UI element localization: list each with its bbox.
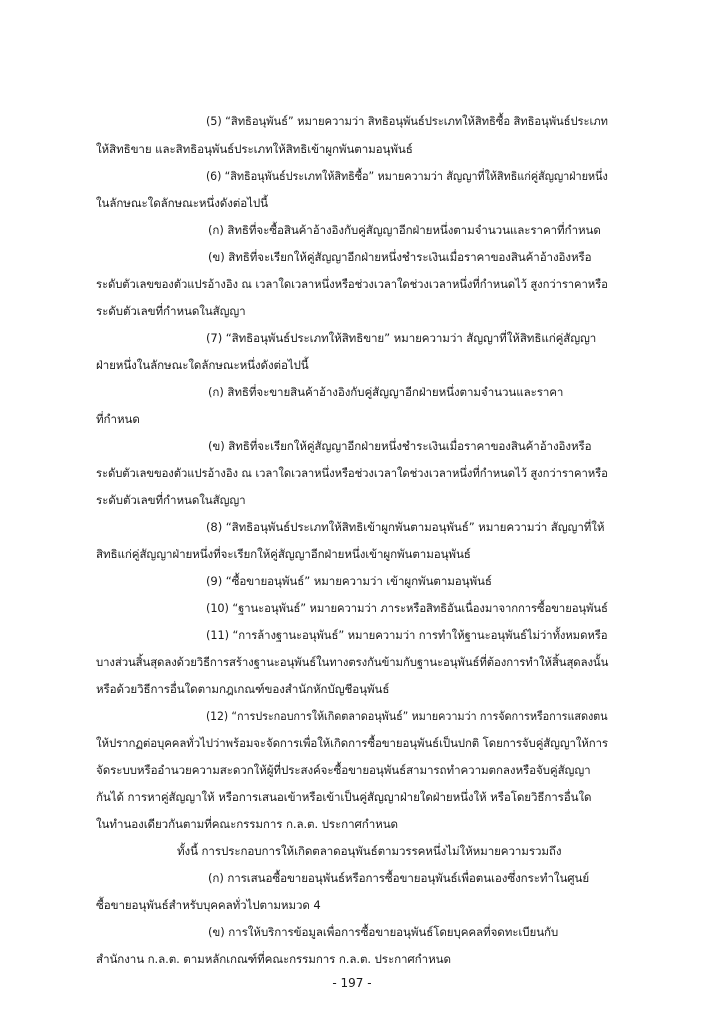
text-line: ที่กำหนด [96,412,140,426]
text-line: (7) “สิทธิอนุพันธ์ประเภทให้สิทธิขาย” หมายความว่า สัญญาที่ให้สิทธิแก่คู่สัญญา [206,331,597,345]
text-line: (10) “ฐานะอนุพันธ์” หมายความว่า ภาระหรือสิทธิอันเนื่องมาจากการซื้อขายอนุพันธ์ [206,601,608,615]
text-line: (ก) การเสนอซื้อขายอนุพันธ์หรือการซื้อขายอนุพันธ์เพื่อตนเองซึ่งกระทำในศูนย์ [208,871,590,885]
text-line: (ก) สิทธิที่จะซื้อสินค้าอ้างอิงกับคู่สัญญาอีกฝ่ายหนึ่งตามจำนวนและราคาที่กำหนด [208,223,601,237]
text-line: (12) “การประกอบการให้เกิดตลาดอนุพันธ์” หมายความว่า การจัดการหรือการแสดงตน [206,709,608,723]
text-line: (5) “สิทธิอนุพันธ์” หมายความว่า สิทธิอนุพันธ์ประเภทให้สิทธิซื้อ สิทธิอนุพันธ์ประเภท [206,114,608,128]
text-line: ให้ปรากฏต่อบุคคลทั่วไปว่าพร้อมจะจัดการเพื่อให้เกิดการซื้อขายอนุพันธ์เป็นปกติ โดยการจับคู่สัญญาให้การ [96,736,608,750]
text-line: ระดับตัวเลขของตัวแปรอ้างอิง ณ เวลาใดเวลาหนึ่งหรือช่วงเวลาใดช่วงเวลาหนึ่งที่กำหนดไว้ สูงกว่าราคาหรือ [96,466,608,480]
text-line: ทั้งนี้ การประกอบการให้เกิดตลาดอนุพันธ์ตามวรรคหนึ่งไม่ให้หมายความรวมถึง [177,844,562,858]
text-line: ฝ่ายหนึ่งในลักษณะใดลักษณะหนึ่งดังต่อไปนี้ [96,358,309,372]
text-line: (ข) การให้บริการข้อมูลเพื่อการซื้อขายอนุพันธ์โดยบุคคลที่จดทะเบียนกับ [208,925,559,939]
page-number: - 197 - [332,976,372,990]
text-line: (ก) สิทธิที่จะขายสินค้าอ้างอิงกับคู่สัญญาอีกฝ่ายหนึ่งตามจำนวนและราคา [208,385,564,399]
text-line: ระดับตัวเลขของตัวแปรอ้างอิง ณ เวลาใดเวลาหนึ่งหรือช่วงเวลาใดช่วงเวลาหนึ่งที่กำหนดไว้ สูงกว่าราคาหรือ [96,277,608,291]
text-line: หรือด้วยวิธีการอื่นใดตามกฎเกณฑ์ของสำนักหักบัญชีอนุพันธ์ [96,682,390,696]
text-line: ระดับตัวเลขที่กำหนดในสัญญา [96,304,246,318]
text-line: (ข) สิทธิที่จะเรียกให้คู่สัญญาอีกฝ่ายหนึ่งชำระเงินเมื่อราคาของสินค้าอ้างอิงหรือ [208,250,592,264]
text-line: ระดับตัวเลขที่กำหนดในสัญญา [96,493,246,507]
text-line: ในทำนองเดียวกันตามที่คณะกรรมการ ก.ล.ต. ประกาศกำหนด [96,817,398,831]
text-line: (ข) สิทธิที่จะเรียกให้คู่สัญญาอีกฝ่ายหนึ่งชำระเงินเมื่อราคาของสินค้าอ้างอิงหรือ [208,439,592,453]
text-line: ในลักษณะใดลักษณะหนึ่งดังต่อไปนี้ [96,196,268,210]
text-line: (8) “สิทธิอนุพันธ์ประเภทให้สิทธิเข้าผูกพันตามอนุพันธ์” หมายความว่า สัญญาที่ให้ [206,520,605,534]
text-line: ซื้อขายอนุพันธ์สำหรับบุคคลทั่วไปตามหมวด 4 [96,898,321,912]
text-line: (11) “การล้างฐานะอนุพันธ์” หมายความว่า การทำให้ฐานะอนุพันธ์ไม่ว่าทั้งหมดหรือ [206,628,608,642]
text-line: (9) “ซื้อขายอนุพันธ์” หมายความว่า เข้าผูกพันตามอนุพันธ์ [206,574,492,588]
text-line: (6) “สิทธิอนุพันธ์ประเภทให้สิทธิซื้อ” หมายความว่า สัญญาที่ให้สิทธิแก่คู่สัญญาฝ่ายหนึ่ง [206,169,608,183]
text-line: บางส่วนสิ้นสุดลงด้วยวิธีการสร้างฐานะอนุพันธ์ในทางตรงกันข้ามกับฐานะอนุพันธ์ที่ต้องการทำให้สิ้นสุดลงนั้น [96,655,609,669]
text-line: กันได้ การหาคู่สัญญาให้ หรือการเสนอเข้าหรือเข้าเป็นคู่สัญญาฝ่ายใดฝ่ายหนึ่งให้ หรือโดยวิธีการอื่นใด [96,790,592,804]
text-line: สิทธิแก่คู่สัญญาฝ่ายหนึ่งที่จะเรียกให้คู่สัญญาอีกฝ่ายหนึ่งเข้าผูกพันตามอนุพันธ์ [96,547,471,561]
text-line: ให้สิทธิขาย และสิทธิอนุพันธ์ประเภทให้สิทธิเข้าผูกพันตามอนุพันธ์ [96,142,413,156]
text-line: สำนักงาน ก.ล.ต. ตามหลักเกณฑ์ที่คณะกรรมการ ก.ล.ต. ประกาศกำหนด [96,952,451,966]
text-line: จัดระบบหรืออำนวยความสะดวกให้ผู้ที่ประสงค์จะซื้อขายอนุพันธ์สามารถทำความตกลงหรือจับคู่สัญญา [96,763,591,777]
